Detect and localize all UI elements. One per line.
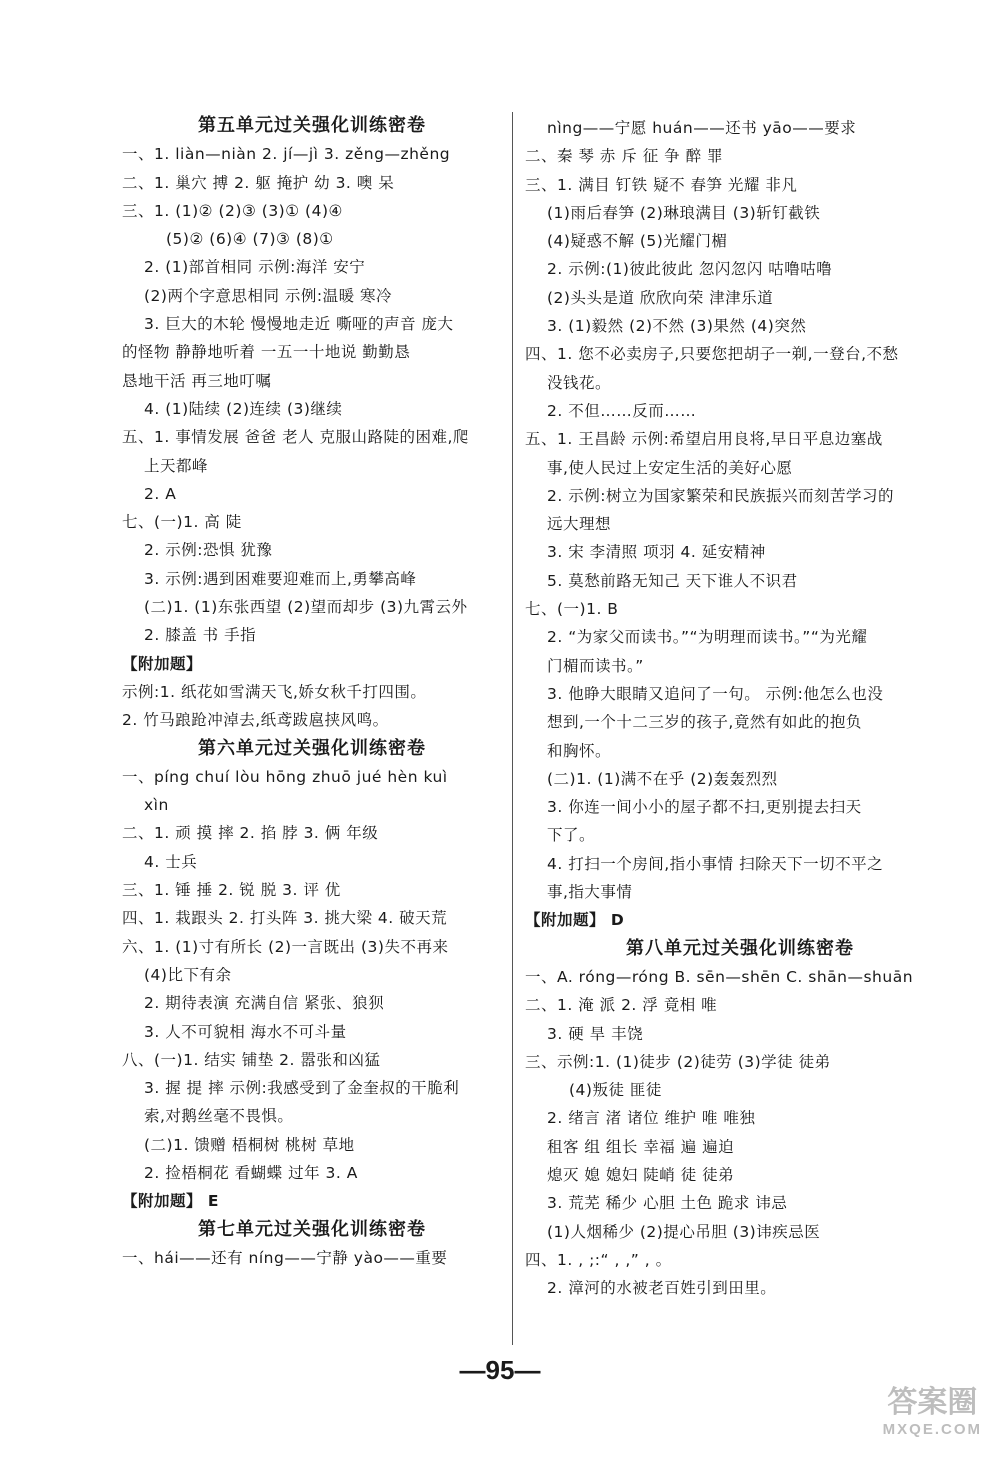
answer-line: 2. 不但……反而…… xyxy=(547,401,697,420)
answer-line: 五、1. 王昌龄 示例:希望启用良将,早日平息边塞战 xyxy=(525,430,883,449)
answer-line: (二)1. 馈赠 梧桐树 桃树 草地 xyxy=(144,1135,355,1154)
answer-line: 二、1. 顽 摸 摔 2. 掐 脖 3. 俩 年级 xyxy=(122,824,379,843)
answer-line: 熄灭 媳 媳妇 陡峭 徒 徒弟 xyxy=(547,1165,735,1184)
answer-line: (5)② (6)④ (7)③ (8)① xyxy=(166,230,334,249)
answer-line: 上天都峰 xyxy=(144,456,209,475)
answer-line: 3. 握 提 摔 示例:我感受到了金奎叔的干脆利 xyxy=(144,1079,460,1098)
answer-line: 下了。 xyxy=(547,826,596,845)
answer-line: 四、1. 栽跟头 2. 打头阵 3. 挑大梁 4. 破天荒 xyxy=(122,909,448,928)
answer-line: 5. 莫愁前路无知己 天下谁人不识君 xyxy=(547,571,798,590)
answer-line: 门楣而读书。” xyxy=(547,656,644,675)
answer-line: (2)两个字意思相同 示例:温暖 寒冷 xyxy=(144,286,393,305)
answer-line: (4)疑惑不解 (5)光耀门楣 xyxy=(547,232,728,251)
answer-line: 2. 竹马踉跄冲淖去,纸鸢跋扈挟风鸣。 xyxy=(122,711,389,730)
watermark-sub: MXQE.COM xyxy=(882,1421,982,1438)
answer-line: 事,使人民过上安定生活的美好心愿 xyxy=(547,458,793,477)
answer-line: 二、1. 淹 派 2. 浮 竟相 唯 xyxy=(525,996,718,1015)
right-column xyxy=(525,114,955,1302)
answer-line: (1)雨后春笋 (2)琳琅满目 (3)斩钉截铁 xyxy=(547,203,821,222)
answer-line: 恳地干活 再三地叮嘱 xyxy=(122,371,272,390)
answer-line: 2. 示例:(1)彼此彼此 忽闪忽闪 咕噜咕噜 xyxy=(547,260,833,279)
answer-line: 3. 硬 旱 丰饶 xyxy=(547,1024,644,1043)
answer-line: (2)头头是道 欣欣向荣 津津乐道 xyxy=(547,288,774,307)
answer-line: xìn xyxy=(144,796,169,815)
answer-line: 二、1. 巢穴 搏 2. 躯 掩护 幼 3. 噢 呆 xyxy=(122,173,395,192)
answer-line: 2. 漳河的水被老百姓引到田里。 xyxy=(547,1279,777,1298)
answer-line: 一、A. róng—róng B. sēn—shēn C. shān—shuān xyxy=(525,967,914,986)
answer-line: 一、1. liàn—niàn 2. jí—jì 3. zěng—zhěng xyxy=(122,145,451,164)
watermark-logo xyxy=(882,1385,982,1438)
answer-line: 租客 组 组长 幸福 遍 遍迫 xyxy=(547,1137,735,1156)
answer-line: 四、1. , ;:“ , ,” , 。 xyxy=(525,1250,672,1269)
answer-line: 2. 膝盖 书 手指 xyxy=(144,626,257,645)
answer-line: 和胸怀。 xyxy=(547,741,612,760)
section-title: 第六单元过关强化训练密卷 xyxy=(198,737,426,759)
extra-question-line: 【附加题】 xyxy=(122,654,203,673)
answer-line: (1)人烟稀少 (2)提心吊胆 (3)讳疾忌医 xyxy=(547,1222,821,1241)
answer-line: 2. “为家父而读书。”“为明理而读书。”“为光耀 xyxy=(547,628,868,647)
answer-line: 二、秦 琴 赤 斥 征 争 醉 罪 xyxy=(525,147,723,166)
answer-line: 事,指大事情 xyxy=(547,883,633,902)
answer-line: 3. (1)毅然 (2)不然 (3)果然 (4)突然 xyxy=(547,317,807,336)
answer-line: 的怪物 静静地听着 一五一十地说 勤勤恳 xyxy=(122,343,411,362)
answer-line: (二)1. (1)东张西望 (2)望而却步 (3)九霄云外 xyxy=(144,598,468,617)
answer-line: 3. 人不可貌相 海水不可斗量 xyxy=(144,1022,347,1041)
page-number: —95— xyxy=(459,1355,541,1385)
extra-question-line: 【附加题】 D xyxy=(525,911,625,930)
answer-line: 3. 他睁大眼睛又追问了一句。 示例:他怎么也没 xyxy=(547,684,884,703)
answer-line: 2. 捡梧桐花 看蝴蝶 过年 3. A xyxy=(144,1163,358,1182)
answer-line: 一、hái——还有 níng——宁静 yào——重要 xyxy=(122,1248,448,1267)
answer-line: 四、1. 您不必卖房子,只要您把胡子一剃,一登台,不愁 xyxy=(525,345,899,364)
answer-line: 七、(一)1. 高 陡 xyxy=(122,513,242,532)
answer-line: 3. 你连一间小小的屋子都不扫,更别提去扫天 xyxy=(547,798,862,817)
answer-line: 4. (1)陆续 (2)连续 (3)继续 xyxy=(144,399,343,418)
answer-line: 4. 打扫一个房间,指小事情 扫除天下一切不平之 xyxy=(547,854,884,873)
answer-line: 3. 宋 李清照 项羽 4. 延安精神 xyxy=(547,543,766,562)
answer-line: 索,对鹅丝毫不畏惧。 xyxy=(144,1107,294,1126)
answer-line: 七、(一)1. B xyxy=(525,600,619,619)
column-divider xyxy=(512,112,513,1345)
answer-line: 八、(一)1. 结实 铺垫 2. 嚣张和凶猛 xyxy=(122,1050,381,1069)
answer-line: 3. 荒芜 稀少 心胆 土色 跪求 讳忌 xyxy=(547,1194,788,1213)
answer-line: 2. 示例:恐惧 犹豫 xyxy=(144,541,273,560)
answer-line: 远大理想 xyxy=(547,515,612,534)
section-title: 第五单元过关强化训练密卷 xyxy=(198,115,426,136)
answer-line: (4)叛徒 匪徒 xyxy=(569,1081,662,1100)
answer-line: 三、示例:1. (1)徒步 (2)徒劳 (3)学徒 徒弟 xyxy=(525,1052,831,1071)
answer-line: 3. 巨大的木轮 慢慢地走近 嘶哑的声音 庞大 xyxy=(144,315,454,334)
answer-line: 示例:1. 纸花如雪满天飞,娇女秋千打四围。 xyxy=(122,682,427,701)
answer-line: 4. 士兵 xyxy=(144,852,198,871)
watermark-main: 答案圈 xyxy=(887,1385,978,1420)
answer-line: 2. 绪言 渚 诸位 维护 唯 唯独 xyxy=(547,1109,756,1128)
answer-line: 2. (1)部首相同 示例:海洋 安宁 xyxy=(144,258,366,277)
answer-line: 六、1. (1)寸有所长 (2)一言既出 (3)失不再来 xyxy=(122,937,449,956)
answer-line: (4)比下有余 xyxy=(144,965,232,984)
extra-question-line: 【附加题】 E xyxy=(122,1192,219,1211)
answer-line: 五、1. 事情发展 爸爸 老人 克服山路陡的困难,爬 xyxy=(122,428,469,447)
answer-line: 三、1. (1)② (2)③ (3)① (4)④ xyxy=(122,201,343,220)
answer-line: 三、1. 满目 钉铁 疑不 春笋 光耀 非凡 xyxy=(525,175,798,194)
section-title: 第八单元过关强化训练密卷 xyxy=(626,937,854,959)
answer-line: nìng——宁愿 huán——还书 yāo——要求 xyxy=(547,119,857,137)
answer-line: 2. 示例:树立为国家繁荣和民族振兴而刻苦学习的 xyxy=(547,486,894,505)
answer-line: (二)1. (1)满不在乎 (2)轰轰烈烈 xyxy=(547,769,778,788)
answer-line: 2. 期待表演 充满自信 紧张、狼狈 xyxy=(144,994,385,1013)
answer-line: 一、píng chuí lòu hōng zhuō jué hèn kuì xyxy=(122,767,448,786)
answer-line: 2. A xyxy=(144,484,177,503)
section-title: 第七单元过关强化训练密卷 xyxy=(198,1218,426,1240)
left-column xyxy=(122,112,502,1272)
answer-line: 3. 示例:遇到困难要迎难而上,勇攀高峰 xyxy=(144,569,417,588)
answer-line: 想到,一个十二三岁的孩子,竟然有如此的抱负 xyxy=(547,713,862,732)
answer-line: 没钱花。 xyxy=(547,373,612,392)
answer-line: 三、1. 锤 捶 2. 锐 脱 3. 评 优 xyxy=(122,881,341,900)
